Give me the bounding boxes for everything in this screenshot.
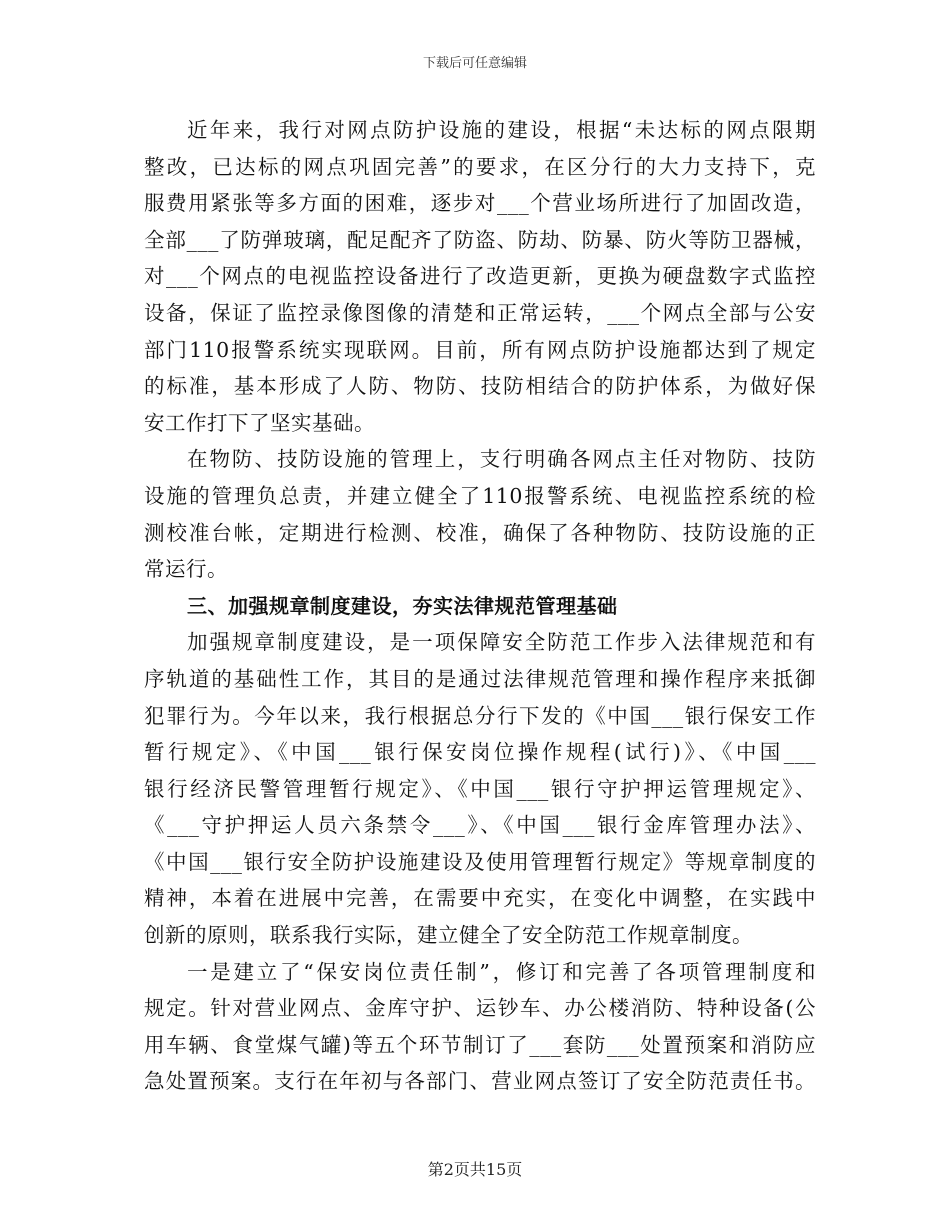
text-line: 暂行规定》、《中国___银行保安岗位操作规程(试行)》、《中国___ <box>144 740 816 765</box>
text-line: 序轨道的基础性工作，其目的是通过法律规范管理和操作程序来抵御 <box>144 666 816 691</box>
text-line: 整改，已达标的网点巩固完善”的要求，在区分行的大力支持下，克 <box>144 154 816 179</box>
document-body <box>144 112 816 1100</box>
text-line: 的标准，基本形成了人防、物防、技防相结合的防护体系，为做好保 <box>144 374 816 399</box>
text-line: 常运行。 <box>144 557 228 582</box>
text-line: 用车辆、食堂煤气罐)等五个环节制订了___套防___处置预案和消防应 <box>144 1032 816 1057</box>
text-line: 犯罪行为。今年以来，我行根据总分行下发的《中国___银行保安工作 <box>144 703 816 728</box>
text-line: 规定。针对营业网点、金库守护、运钞车、办公楼消防、特种设备(公 <box>144 996 816 1021</box>
text-line: 创新的原则，联系我行实际，建立健全了安全防范工作规章制度。 <box>144 923 753 948</box>
text-line: 精神，本着在进展中完善，在需要中充实，在变化中调整，在实践中 <box>144 886 816 911</box>
text-line: 银行经济民警管理暂行规定》、《中国___银行守护押运管理规定》、 <box>144 776 816 801</box>
page-footer: 第2页共15页 <box>427 1160 523 1179</box>
text-line: 《___守护押运人员六条禁令___》、《中国___银行金库管理办法》、 <box>144 813 816 838</box>
text-line: 服费用紧张等多方面的困难，逐步对___个营业场所进行了加固改造， <box>144 191 816 216</box>
text-line: 在物防、技防设施的管理上，支行明确各网点主任对物防、技防 <box>187 447 816 472</box>
text-line: 部门110报警系统实现联网。目前，所有网点防护设施都达到了规定 <box>144 337 816 362</box>
section-heading: 三、加强规章制度建设，夯实法律规范管理基础 <box>187 593 618 618</box>
text-line: 设备，保证了监控录像图像的清楚和正常运转，___个网点全部与公安 <box>144 300 816 325</box>
text-line: 一是建立了“保安岗位责任制”，修订和完善了各项管理制度和 <box>187 959 816 984</box>
text-line: 加强规章制度建设，是一项保障安全防范工作步入法律规范和有 <box>187 630 816 655</box>
text-line: 急处置预案。支行在年初与各部门、营业网点签订了安全防范责任书。 <box>144 1069 816 1094</box>
text-line: 对___个网点的电视监控设备进行了改造更新，更换为硬盘数字式监控 <box>144 264 816 289</box>
text-line: 《中国___银行安全防护设施建设及使用管理暂行规定》等规章制度的 <box>144 849 816 874</box>
text-line: 全部___了防弹玻璃，配足配齐了防盗、防劫、防暴、防火等防卫器械， <box>144 227 816 252</box>
text-line: 测校准台帐，定期进行检测、校准，确保了各种物防、技防设施的正 <box>144 520 816 545</box>
text-line: 安工作打下了坚实基础。 <box>144 410 375 435</box>
page-header: 下载后可任意编辑 <box>422 56 527 71</box>
text-line: 设施的管理负总责，并建立健全了110报警系统、电视监控系统的检 <box>144 483 816 508</box>
text-line: 近年来，我行对网点防护设施的建设，根据“未达标的网点限期 <box>187 118 816 142</box>
